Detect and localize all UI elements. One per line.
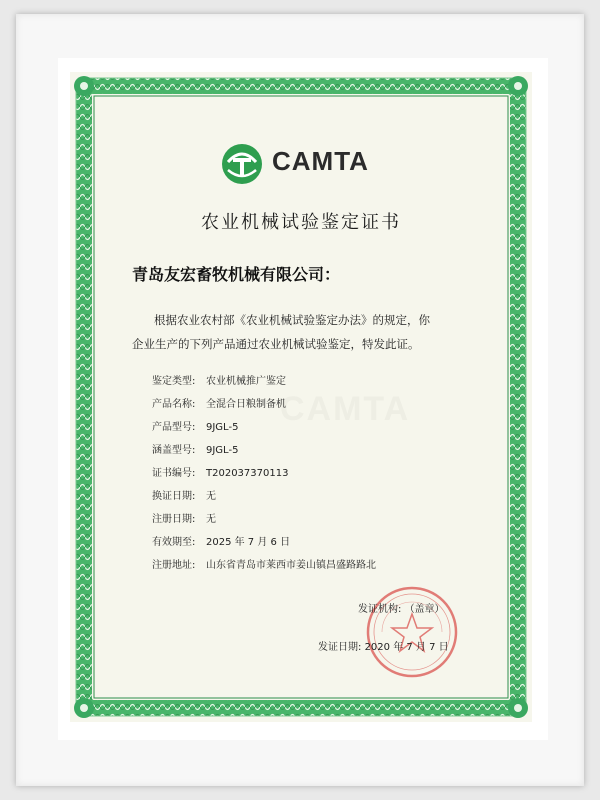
issue-date-label: 发证日期:	[318, 642, 362, 653]
field-list	[152, 370, 512, 577]
field-label: 证书编号:	[152, 468, 196, 479]
issue-date-line	[318, 638, 449, 653]
field-row	[152, 485, 512, 508]
field-row	[152, 462, 512, 485]
field-label: 产品型号:	[152, 422, 196, 433]
field-value: 农业机械推广鉴定	[206, 376, 286, 387]
issuer-value: （盖章）	[404, 604, 445, 615]
field-row	[152, 393, 512, 416]
field-label: 换证日期:	[152, 491, 196, 502]
official-seal	[364, 584, 460, 680]
field-label: 鉴定类型:	[152, 376, 196, 387]
field-value: 9JGL-5	[206, 422, 239, 433]
company-name: 青岛友宏畜牧机械有限公司：	[132, 265, 341, 284]
body-line-1: 根据农业农村部《农业机械试验鉴定办法》的规定，你	[154, 313, 430, 327]
field-row	[152, 531, 512, 554]
field-row	[152, 370, 512, 393]
field-row	[152, 508, 512, 531]
camta-logo	[220, 142, 390, 186]
field-row	[152, 554, 512, 577]
field-value: 2025 年 7 月 6 日	[206, 537, 291, 548]
certificate-body	[132, 308, 512, 356]
field-row	[152, 439, 512, 462]
field-row	[152, 416, 512, 439]
field-value: 9JGL-5	[206, 445, 239, 456]
logo-text: CAMTA	[272, 146, 369, 176]
field-label: 有效期至:	[152, 537, 196, 548]
issuer-line	[358, 600, 445, 615]
body-line-2: 企业生产的下列产品通过农业机械试验鉴定，特发此证。	[132, 337, 420, 351]
field-value: 山东省青岛市莱西市姜山镇昌盛路路北	[206, 560, 376, 571]
certificate-title: 农业机械试验鉴定证书	[201, 212, 401, 233]
issue-date-value: 2020 年 7 月 7 日	[364, 642, 449, 653]
camta-logo-icon	[220, 142, 264, 186]
certificate	[70, 72, 532, 722]
field-value: 全混合日粮制备机	[206, 399, 286, 410]
field-value: T202037370113	[206, 468, 289, 479]
field-label: 注册地址:	[152, 560, 196, 571]
field-value: 无	[206, 491, 216, 502]
field-label: 涵盖型号:	[152, 445, 196, 456]
field-label: 注册日期:	[152, 514, 196, 525]
watermark: CAMTA	[280, 390, 411, 428]
issuer-label: 发证机构:	[358, 604, 402, 615]
field-label: 产品名称:	[152, 399, 196, 410]
field-value: 无	[206, 514, 216, 525]
